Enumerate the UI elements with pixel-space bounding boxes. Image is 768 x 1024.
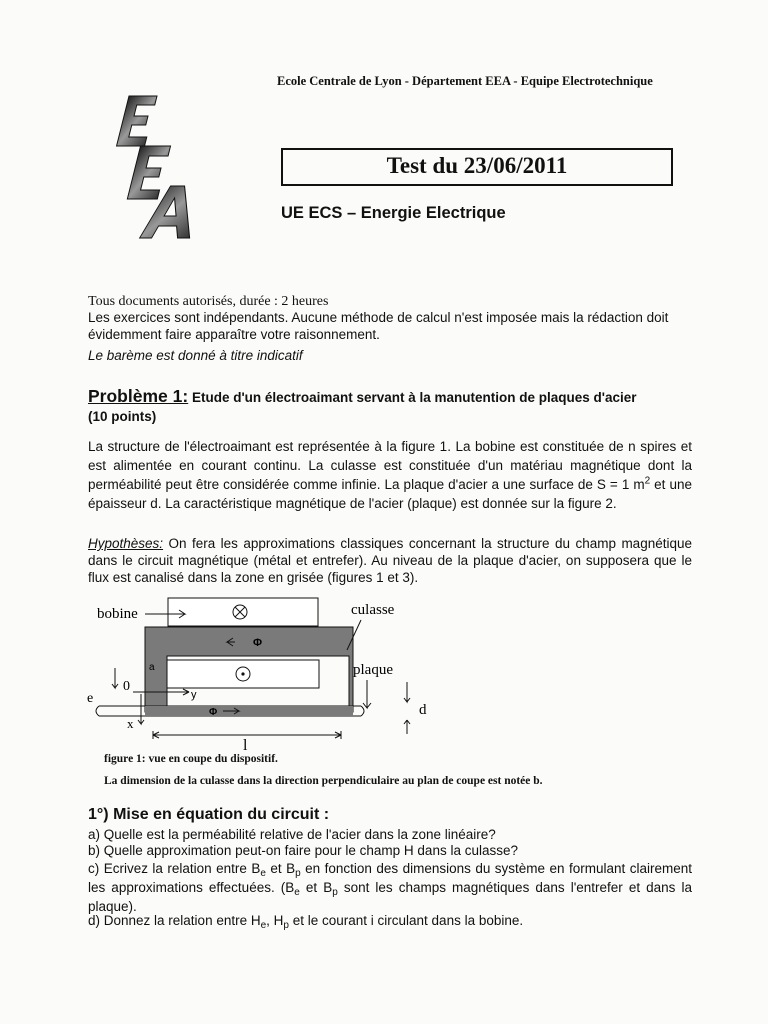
qc-sub-p2: p: [332, 887, 338, 898]
qc-text-5: sont les champs magnétiques dans l'entrefer et dans la plaque).: [88, 880, 692, 914]
question-d: [88, 913, 692, 931]
intro-exercises: Les exercices sont indépendants. Aucune méthode de calcul n'est imposée mais la rédaction doit évidemment faire apparaître votre raisonnement.: [88, 310, 669, 342]
problem-title: Etude d'un électroaimant servant à la manutention de plaques d'acier: [191, 390, 637, 405]
qc-text-2: et B: [265, 861, 296, 876]
qd-sub-e: e: [260, 920, 267, 931]
qd-sub-p: p: [283, 920, 289, 931]
qc-sub-e2: e: [294, 887, 300, 898]
qc-sub-e: e: [260, 868, 266, 879]
qd-text-1: d) Donnez la relation entre H: [88, 913, 261, 928]
qc-text-1: c) Ecrivez la relation entre B: [88, 861, 261, 876]
label-bobine: bobine: [97, 606, 138, 622]
section-title: 1°) Mise en équation du circuit :: [88, 806, 330, 823]
figure-caption: figure 1: vue en coupe du dispositif.: [104, 753, 278, 765]
plaque-pointer: [363, 680, 371, 708]
hypotheses-paragraph: [88, 535, 692, 586]
hypotheses-label: Hypothèses:: [88, 536, 164, 551]
figure-electromagnet: [85, 594, 445, 754]
eea-logo: [92, 92, 222, 242]
title-box: [281, 148, 673, 186]
phi-top: Φ: [253, 637, 263, 649]
label-x: x: [127, 716, 134, 731]
qd-text-3: et le courant i circulant dans la bobine.: [288, 913, 524, 928]
problem-points: (10 points): [88, 409, 157, 424]
question-c: [88, 859, 692, 916]
thickness-dimension: [404, 682, 410, 734]
intro-documents: Tous documents autorisés, durée : 2 heures: [88, 294, 329, 309]
label-plaque: plaque: [353, 662, 393, 678]
qd-text-2: , H: [266, 913, 284, 928]
qc-text-4: et B: [299, 880, 333, 895]
intro-bareme: Le barème est donné à titre indicatif: [88, 348, 303, 363]
e-arrow: [112, 668, 118, 688]
course-subtitle: UE ECS – Energie Electrique: [281, 204, 506, 222]
institution-header: Ecole Centrale de Lyon - Département EEA - Equipe Electrotechnique: [277, 74, 653, 88]
phi-bottom: Φ: [209, 707, 218, 718]
label-e: e: [87, 691, 94, 706]
qc-text-3: en fonction des dimensions du système en formulant clairement les approximations effectuées. (B: [88, 861, 692, 895]
coil-top: [168, 598, 318, 626]
problem-heading: [88, 388, 692, 406]
dot-mark: [241, 672, 244, 675]
problem-label: Problème 1:: [88, 386, 189, 406]
label-d: d: [419, 702, 427, 718]
structure-text-b: et une épaisseur d. La caractéristique magnétique de l'acier (plaque) est donnée sur la figure 2.: [88, 477, 692, 511]
question-b: b) Quelle approximation peut-on faire pour le champ H dans la culasse?: [88, 843, 518, 858]
plate-grey-zone: [145, 706, 353, 716]
structure-paragraph: [88, 437, 692, 513]
label-culasse: culasse: [351, 602, 395, 618]
label-y: y: [191, 689, 197, 701]
figure-caption-note: La dimension de la culasse dans la direction perpendiculaire au plan de coupe est notée b.: [104, 775, 543, 787]
structure-sup: 2: [644, 475, 651, 487]
x-axis-arrow: [138, 694, 144, 724]
label-l: l: [243, 737, 248, 754]
hypotheses-text: On fera les approximations classiques concernant la structure du champ magnétique dans le circuit magnétique (métal et entrefer). Au niveau de la plaque d'acier, on supposera que le flux est canalisé dans la zone en grisée (figures 1 et 3).: [88, 536, 692, 585]
structure-text-a: La structure de l'électroaimant est représentée à la figure 1. La bobine est constituée de n spires et est alimentée en courant continu. La culasse est constituée d'un matériau magnétique dont la perméabilité peut être considérée comme infinie. La plaque d'acier a une surface de S = 1 m: [88, 439, 692, 492]
page-title: Test du 23/06/2011: [386, 153, 568, 178]
qc-sub-p: p: [295, 868, 301, 879]
label-zero: 0: [123, 679, 130, 694]
label-a: a: [149, 662, 155, 673]
question-a: a) Quelle est la perméabilité relative de l'acier dans la zone linéaire?: [88, 827, 496, 842]
